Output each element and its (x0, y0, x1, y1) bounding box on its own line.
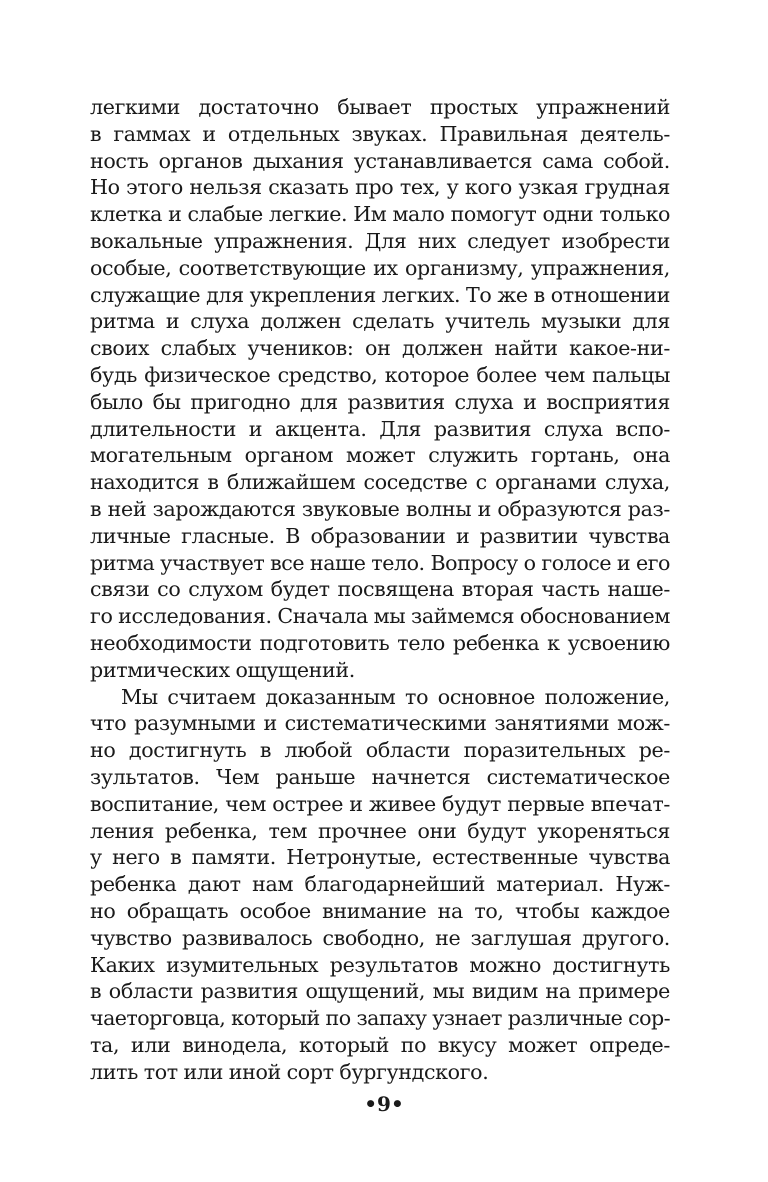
text-line: своих слабых учеников: он должен найти какое-ни- (90, 336, 670, 361)
text-line: ность органов дыхания устанавливается сама собой. (90, 148, 670, 173)
text-line: находится в ближайшем соседстве с органами слуха, (90, 470, 670, 495)
text-line: служащие для укрепления легких. То же в отношении (90, 282, 670, 307)
body-text (90, 94, 670, 1085)
text-line: будь физическое средство, которое более чем пальцы (90, 362, 670, 387)
text-line: ления ребенка, тем прочнее они будут укореняться (90, 818, 670, 843)
text-line: Но этого нельзя сказать про тех, у кого узкая грудная (90, 175, 670, 200)
text-line: воспитание, чем острее и живее будут первые впечат- (90, 791, 670, 816)
text-line: легкими достаточно бывает простых упражнений (90, 95, 670, 119)
text-line: необходимости подготовить тело ребенка к усвоению (90, 630, 670, 655)
text-line: что разумными и систематическими занятиями мож- (90, 711, 670, 736)
text-line: у него в памяти. Нетронутые, естественные чувства (90, 845, 670, 870)
text-line: ритмических ощущений. (90, 657, 356, 682)
text-line: клетка и слабые легкие. Им мало помогут одни только (90, 202, 670, 227)
paragraph (90, 684, 670, 1086)
text-line: го исследования. Сначала мы займемся обоснованием (90, 604, 671, 629)
text-line: связи со слухом будет посвящена вторая часть наше- (90, 577, 670, 602)
text-line: особые, соответствующие их организму, упражнения, (90, 255, 670, 280)
text-line: чаеторговца, который по запаху узнает различные сор- (90, 1006, 670, 1031)
text-line: было бы пригодно для развития слуха и восприятия (90, 389, 670, 414)
text-line: лить тот или иной сорт бургундского. (90, 1059, 489, 1084)
paragraph (90, 94, 670, 684)
text-line: зультатов. Чем раньше начнется систематическое (90, 764, 670, 789)
text-line: ритма участвует все наше тело. Вопросу о голосе и его (90, 550, 670, 575)
text-line: могательным органом может служить гортань, она (90, 443, 670, 468)
text-line: та, или винодела, который по вкусу может опреде- (90, 1032, 670, 1057)
text-line: ритма и слуха должен сделать учитель музыки для (90, 309, 670, 334)
text-line: в ней зарождаются звуковые волны и образуются раз- (90, 496, 670, 521)
text-line: Каких изумительных результатов можно достигнуть (90, 952, 670, 977)
text-line: но достигнуть в любой области поразительных ре- (90, 738, 670, 763)
page-number: •9• (364, 1092, 404, 1116)
text-line: личные гласные. В образовании и развитии чувства (90, 523, 670, 548)
text-line: длительности и акцента. Для развития слуха вспо- (90, 416, 670, 441)
text-line: в области развития ощущений, мы видим на примере (90, 979, 670, 1004)
text-line: в гаммах и отдельных звуках. Правильная деятель- (90, 121, 670, 146)
text-line: чувство развивалось свободно, не заглушая другого. (90, 925, 670, 950)
text-line: Мы считаем доказанным то основное положение, (121, 684, 670, 709)
text-line: вокальные упражнения. Для них следует изобрести (90, 228, 670, 253)
text-line: ребенка дают нам благодарнейший материал. Нуж- (90, 872, 670, 897)
text-line: но обращать особое внимание на то, чтобы каждое (90, 898, 670, 923)
